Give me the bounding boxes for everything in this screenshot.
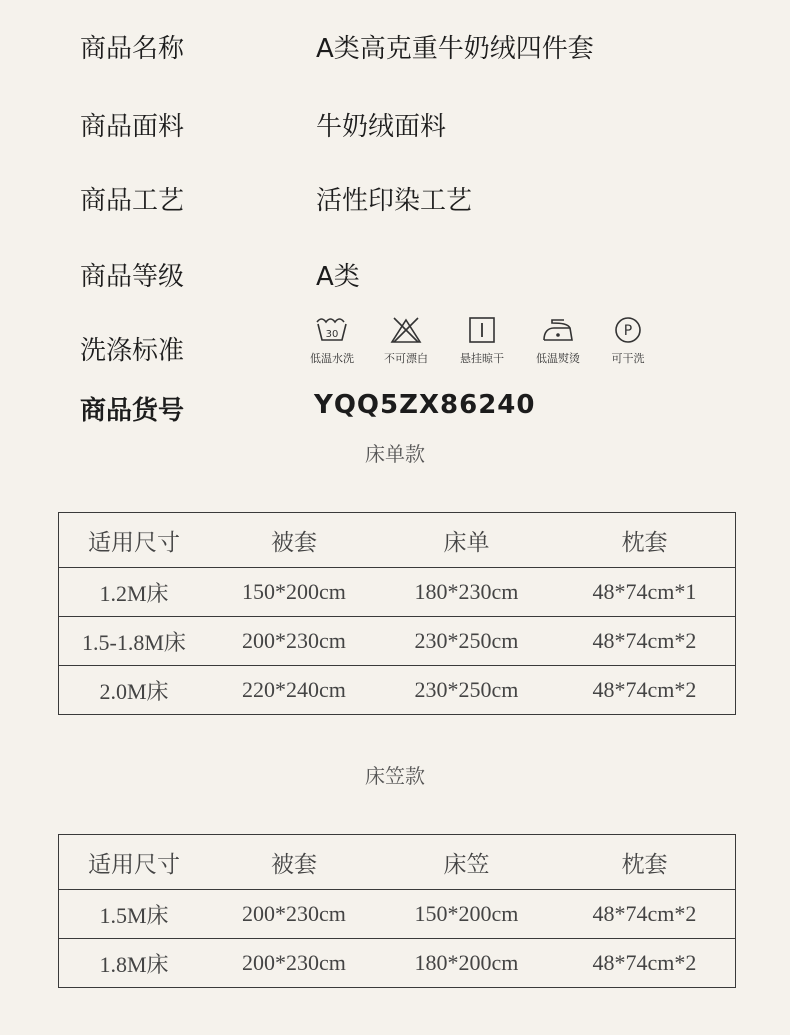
table-header-cell: 床单 [379,513,554,568]
table-cell: 1.8M床 [59,939,210,988]
table-row [59,890,736,939]
table-cell: 200*230cm [209,617,379,666]
wash-30-icon [314,316,350,344]
table-header-row [59,513,736,568]
care-caption: 不可漂白 [384,352,428,365]
info-label: 商品工艺 [80,186,185,216]
size-table-sheet [58,512,736,715]
care-item [370,316,442,366]
table-header-cell: 适用尺寸 [59,835,210,890]
info-value: A类 [316,262,360,292]
care-caption: 低温水洗 [310,352,354,365]
care-item [296,316,368,366]
care-caption: 悬挂晾干 [460,352,504,365]
care-caption: 可干洗 [611,352,645,365]
table-cell: 2.0M床 [59,666,210,715]
table-row [59,617,736,666]
info-label: 商品名称 [80,34,185,64]
svg-text:P: P [623,323,633,339]
svg-text:30: 30 [325,329,339,340]
table-cell: 200*230cm [209,939,379,988]
table-cell: 48*74cm*2 [554,890,736,939]
table-header-cell: 床笠 [379,835,554,890]
table-cell: 48*74cm*2 [554,617,736,666]
table-cell: 150*200cm [379,890,554,939]
table-row [59,568,736,617]
table-cell: 48*74cm*2 [554,666,736,715]
section-title-fitted: 床笠款 [365,764,425,788]
info-label: 商品货号 [80,396,185,426]
table-cell: 230*250cm [379,617,554,666]
table-cell: 150*200cm [209,568,379,617]
no-bleach-icon [388,316,424,344]
table-cell: 1.5M床 [59,890,210,939]
care-caption: 低温熨烫 [536,352,580,365]
care-item [522,316,594,366]
care-item [446,316,518,366]
table-header-cell: 被套 [209,835,379,890]
table-cell: 48*74cm*1 [554,568,736,617]
table-cell: 230*250cm [379,666,554,715]
table-cell: 48*74cm*2 [554,939,736,988]
table-cell: 1.2M床 [59,568,210,617]
info-value: 活性印染工艺 [316,186,473,216]
table-header-cell: 枕套 [554,513,736,568]
table-row [59,666,736,715]
care-symbols [300,316,660,376]
dry-clean-icon [610,316,646,344]
info-label: 洗涤标准 [80,336,185,366]
info-value: 牛奶绒面料 [316,112,447,142]
size-table-fitted [58,834,736,988]
table-cell: 180*200cm [379,939,554,988]
low-iron-icon [540,316,576,344]
table-cell: 200*230cm [209,890,379,939]
table-header-cell: 被套 [209,513,379,568]
table-header-cell: 适用尺寸 [59,513,210,568]
table-cell: 220*240cm [209,666,379,715]
info-label: 商品面料 [80,112,185,142]
info-value: YQQ5ZX86240 [314,390,536,420]
table-row [59,939,736,988]
info-label: 商品等级 [80,262,185,292]
info-value: A类高克重牛奶绒四件套 [316,34,594,64]
table-cell: 1.5-1.8M床 [59,617,210,666]
section-title-sheet: 床单款 [365,442,425,466]
hang-dry-icon [464,316,500,344]
care-item [592,316,664,366]
table-header-row [59,835,736,890]
table-cell: 180*230cm [379,568,554,617]
table-header-cell: 枕套 [554,835,736,890]
